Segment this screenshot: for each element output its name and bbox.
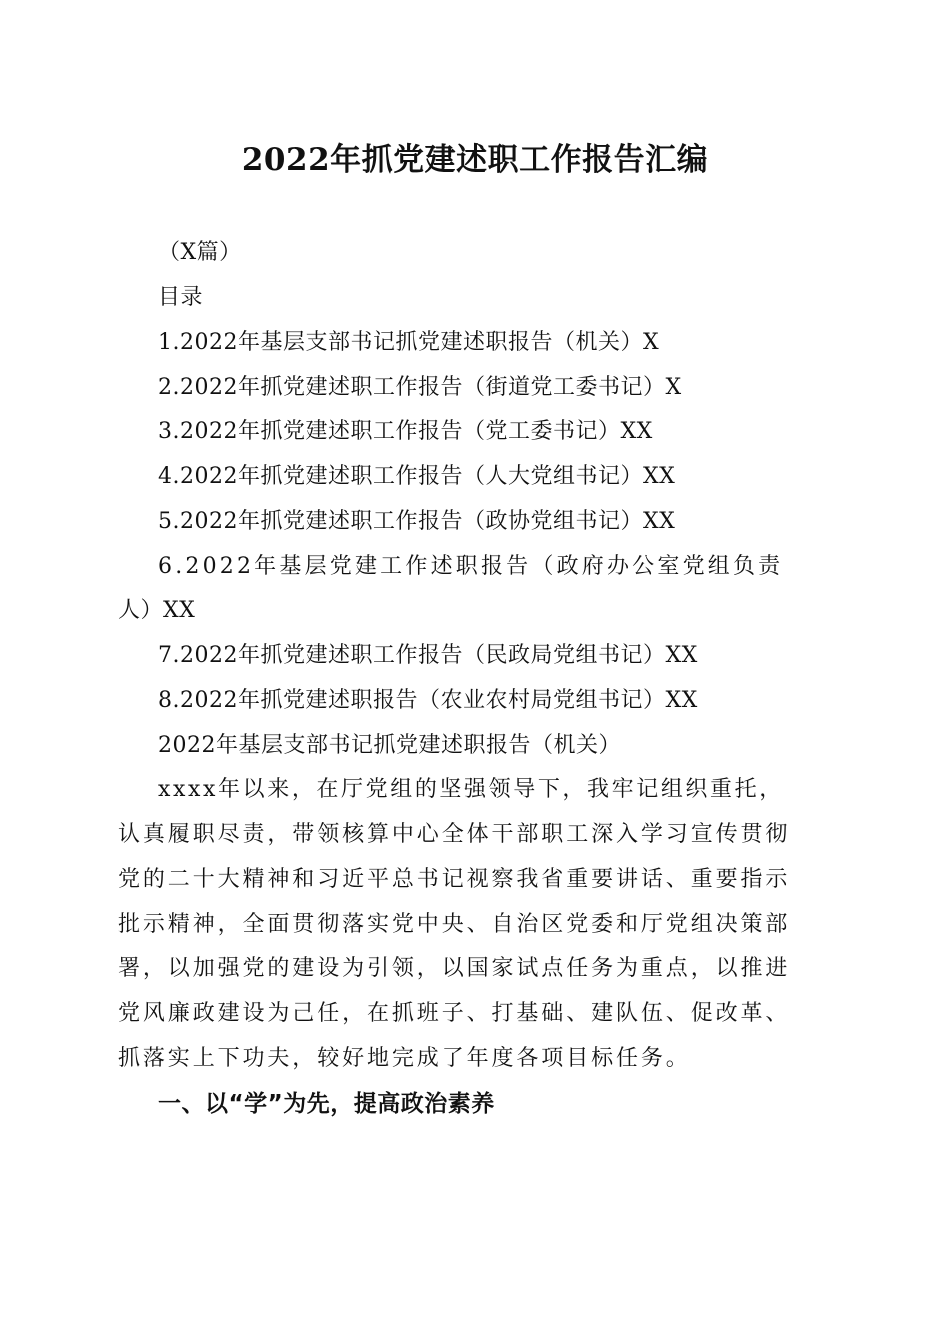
toc-item: 2.2022年抓党建述职工作报告（街道党工委书记）X: [158, 375, 682, 400]
body-line: 批示精神，全面贯彻落实党中央、自治区党委和厅党组决策部: [118, 912, 791, 937]
document-title: 2022年抓党建述职工作报告汇编: [241, 142, 709, 178]
toc-item: 3.2022年抓党建述职工作报告（党工委书记）XX: [158, 419, 653, 444]
count-note: （X篇）: [158, 240, 242, 265]
toc-item: 6.2022年基层党建工作述职报告（政府办公室党组负责: [158, 554, 784, 579]
toc-item: 1.2022年基层支部书记抓党建述职报告（机关）X: [158, 330, 660, 355]
toc-label: 目录: [158, 285, 204, 310]
body-line: 认真履职尽责，带领核算中心全体干部职工深入学习宣传贯彻: [118, 822, 791, 847]
toc-item-continuation: 人）XX: [118, 598, 196, 623]
toc-item: 5.2022年抓党建述职工作报告（政协党组书记）XX: [158, 509, 676, 534]
toc-item: 8.2022年抓党建述职报告（农业农村局党组书记）XX: [158, 688, 698, 713]
toc-item: 4.2022年抓党建述职工作报告（人大党组书记）XX: [158, 464, 676, 489]
body-line: 党的二十大精神和习近平总书记视察我省重要讲话、重要指示: [118, 867, 791, 892]
toc-item: 7.2022年抓党建述职工作报告（民政局党组书记）XX: [158, 643, 698, 668]
body-line: 抓落实上下功夫，较好地完成了年度各项目标任务。: [118, 1046, 691, 1071]
article-title: 2022年基层支部书记抓党建述职报告（机关）: [158, 733, 621, 758]
body-line: 署，以加强党的建设为引领，以国家试点任务为重点，以推进: [118, 956, 791, 981]
body-line: 党风廉政建设为己任，在抓班子、打基础、建队伍、促改革、: [118, 1001, 791, 1026]
body-line: xxxx年以来，在厅党组的坚强领导下，我牢记组织重托，: [158, 777, 784, 802]
section-heading: 一、以“学”为先，提高政治素养: [158, 1091, 495, 1117]
